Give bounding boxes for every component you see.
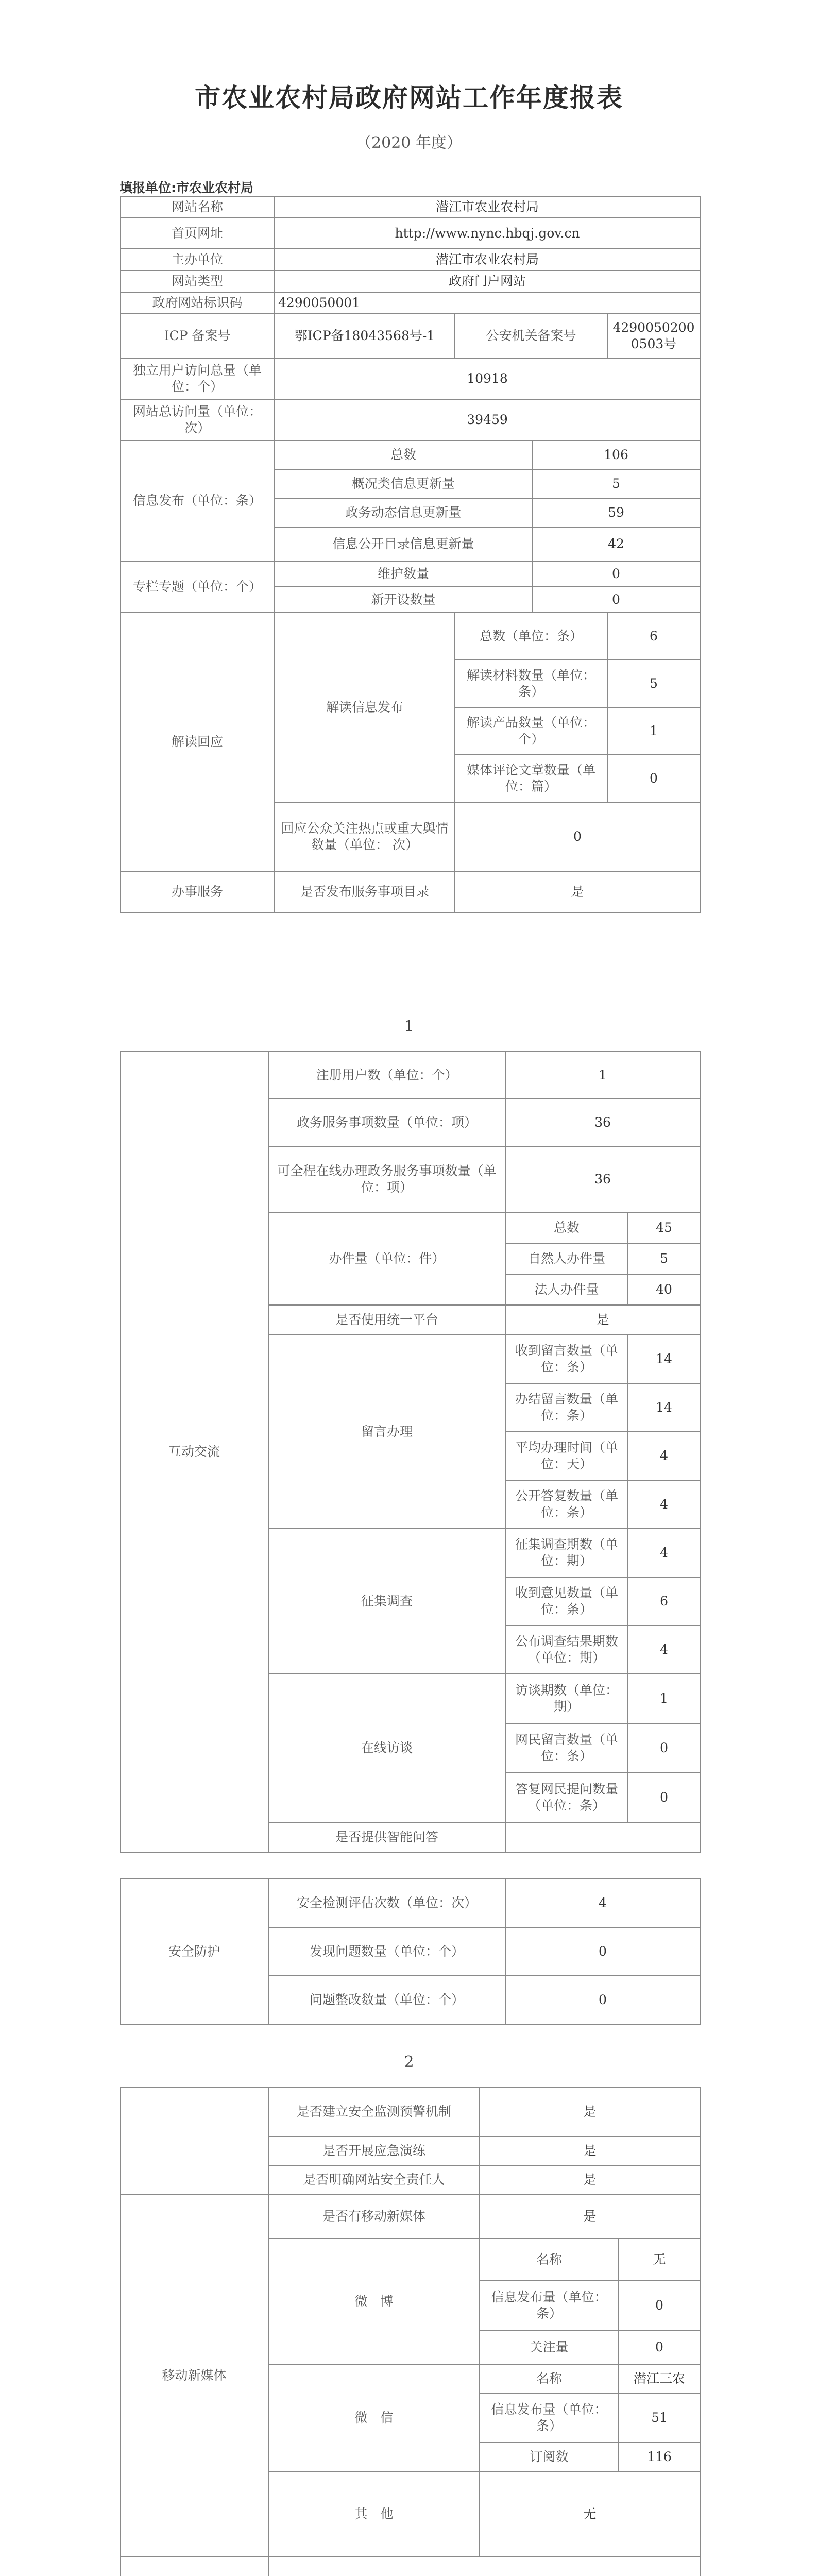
site-id: 4290050001 xyxy=(275,292,700,314)
handle-total-label: 总数 xyxy=(505,1212,628,1243)
site-type: 政府门户网站 xyxy=(275,270,700,292)
weibo-label: 微 博 xyxy=(268,2239,480,2364)
weibo-name-label: 名称 xyxy=(480,2239,619,2281)
msg-done: 14 xyxy=(628,1383,700,1432)
handle-person-label: 自然人办件量 xyxy=(505,1243,628,1274)
other-media: 无 xyxy=(480,2471,700,2557)
officer: 是 xyxy=(480,2165,700,2194)
info-overview: 5 xyxy=(532,469,700,498)
homepage-label: 首页网址 xyxy=(120,218,275,249)
svc-items-label: 政务服务事项数量（单位：项） xyxy=(268,1099,505,1146)
handle-legal: 40 xyxy=(628,1274,700,1305)
column-new-label: 新开设数量 xyxy=(275,587,532,613)
msg-public-label: 公开答复数量（单位：条） xyxy=(505,1480,628,1529)
info-news-label: 政务动态信息更新量 xyxy=(275,498,532,527)
msg-recv: 14 xyxy=(628,1335,700,1383)
sponsor-label: 主办单位 xyxy=(120,249,275,270)
interp-hot: 0 xyxy=(455,802,700,871)
interp-material: 5 xyxy=(607,660,700,707)
site-basic-table xyxy=(120,196,701,913)
site-id-label: 政府网站标识码 xyxy=(120,292,275,314)
innov-options xyxy=(268,2557,700,2576)
smart-qa-label: 是否提供智能问答 xyxy=(268,1822,505,1852)
info-total-label: 总数 xyxy=(275,440,532,469)
services-interaction-table xyxy=(120,1051,701,1853)
handle-person: 5 xyxy=(628,1243,700,1274)
column-maint-label: 维护数量 xyxy=(275,561,532,587)
svc-online: 36 xyxy=(505,1146,700,1212)
handle-legal-label: 法人办件量 xyxy=(505,1274,628,1305)
msg-public: 4 xyxy=(628,1480,700,1529)
interp-total-label: 总数（单位：条） xyxy=(455,613,607,660)
column-new: 0 xyxy=(532,587,700,613)
police-number: 42900502000503号 xyxy=(607,314,700,358)
security-label: 安全防护 xyxy=(120,1879,268,2024)
weibo-posts: 0 xyxy=(619,2281,700,2330)
pv-value: 39459 xyxy=(275,399,700,440)
survey-count: 4 xyxy=(628,1529,700,1577)
police-label: 公安机关备案号 xyxy=(455,314,607,358)
interp-product-label: 解读产品数量（单位：个） xyxy=(455,707,607,755)
wechat-posts-label: 信息发布量（单位：条） xyxy=(480,2393,619,2443)
sec-fixed: 0 xyxy=(505,1976,700,2024)
info-catalog-label: 信息公开目录信息更新量 xyxy=(275,527,532,561)
security-mobile-table xyxy=(120,2087,701,2576)
survey-result: 4 xyxy=(628,1625,700,1674)
msg-done-label: 办结留言数量（单位：条） xyxy=(505,1383,628,1432)
survey-result-label: 公布调查结果期数（单位：期） xyxy=(505,1625,628,1674)
site-name-label: 网站名称 xyxy=(120,196,275,218)
drill: 是 xyxy=(480,2137,700,2165)
other-media-label: 其 他 xyxy=(268,2471,480,2557)
interp-media-label: 媒体评论文章数量（单位：篇） xyxy=(455,755,607,802)
unified: 是 xyxy=(505,1305,700,1335)
msg-days: 4 xyxy=(628,1432,700,1480)
msg-recv-label: 收到留言数量（单位：条） xyxy=(505,1335,628,1383)
interp-hot-label: 回应公众关注热点或重大舆情数量（单位： 次） xyxy=(275,802,455,871)
interview-count-label: 访谈期数（单位：期） xyxy=(505,1674,628,1723)
msg-days-label: 平均办理时间（单位：天） xyxy=(505,1432,628,1480)
page-title: 市农业农村局政府网站工作年度报表 xyxy=(195,82,623,113)
survey-count-label: 征集调查期数（单位：期） xyxy=(505,1529,628,1577)
reg-users: 1 xyxy=(505,1052,700,1099)
wechat-label: 微 信 xyxy=(268,2364,480,2471)
interview-q-label: 网民留言数量（单位：条） xyxy=(505,1723,628,1773)
column-label: 专栏专题（单位：个） xyxy=(120,561,275,613)
security-cont-cell xyxy=(120,2087,268,2194)
survey-opinions: 6 xyxy=(628,1577,700,1625)
page-number-1: 1 xyxy=(404,1018,414,1036)
smart-qa xyxy=(505,1822,700,1852)
handle-total: 45 xyxy=(628,1212,700,1243)
weibo-follow-label: 关注量 xyxy=(480,2330,619,2364)
officer-label: 是否明确网站安全责任人 xyxy=(268,2165,480,2194)
service-dir-label: 是否发布服务事项目录 xyxy=(275,871,455,912)
interp-media: 0 xyxy=(607,755,700,802)
sec-found: 0 xyxy=(505,1927,700,1976)
weibo-posts-label: 信息发布量（单位：条） xyxy=(480,2281,619,2330)
wechat-name-label: 名称 xyxy=(480,2364,619,2393)
innov-label xyxy=(120,2557,268,2576)
info-catalog: 42 xyxy=(532,527,700,561)
wechat-subs: 116 xyxy=(619,2443,700,2471)
drill-label: 是否开展应急演练 xyxy=(268,2137,480,2165)
security-table xyxy=(120,1878,701,2025)
svc-online-label: 可全程在线办理政务服务事项数量（单位：项） xyxy=(268,1146,505,1212)
has-mobile-label: 是否有移动新媒体 xyxy=(268,2194,480,2239)
wechat-posts: 51 xyxy=(619,2393,700,2443)
survey-opinions-label: 收到意见数量（单位：条） xyxy=(505,1577,628,1625)
weibo-follow: 0 xyxy=(619,2330,700,2364)
interview-a: 0 xyxy=(628,1773,700,1822)
sec-tests-label: 安全检测评估次数（单位：次） xyxy=(268,1879,505,1927)
interp-total: 6 xyxy=(607,613,700,660)
mobile-label: 移动新媒体 xyxy=(120,2194,268,2557)
msg-label: 留言办理 xyxy=(268,1335,505,1529)
unified-label: 是否使用统一平台 xyxy=(268,1305,505,1335)
svc-items: 36 xyxy=(505,1099,700,1146)
interact-label: 互动交流 xyxy=(120,1052,268,1852)
site-name: 潜江市农业农村局 xyxy=(275,196,700,218)
homepage-url: http://www.nync.hbqj.gov.cn xyxy=(275,218,700,249)
filing-unit: 填报单位:市农业农村局 xyxy=(120,180,253,195)
wechat-name: 潜江三农 xyxy=(619,2364,700,2393)
interview-count: 1 xyxy=(628,1674,700,1723)
handle-label: 办件量（单位：件） xyxy=(268,1212,505,1305)
interp-pub-label: 解读信息发布 xyxy=(275,613,455,802)
interp-material-label: 解读材料数量（单位：条） xyxy=(455,660,607,707)
uv-label: 独立用户访问总量（单位：个） xyxy=(120,358,275,399)
wechat-subs-label: 订阅数 xyxy=(480,2443,619,2471)
service-label: 办事服务 xyxy=(120,871,275,912)
info-label: 信息发布（单位：条） xyxy=(120,440,275,561)
weibo-name: 无 xyxy=(619,2239,700,2281)
interview-a-label: 答复网民提问数量（单位：条） xyxy=(505,1773,628,1822)
page-number-2: 2 xyxy=(404,2053,414,2071)
interp-product: 1 xyxy=(607,707,700,755)
interp-label: 解读回应 xyxy=(120,613,275,871)
sec-tests: 4 xyxy=(505,1879,700,1927)
service-dir: 是 xyxy=(455,871,700,912)
icp-label: ICP 备案号 xyxy=(120,314,275,358)
report-year: （2020 年度） xyxy=(356,134,462,152)
sec-fixed-label: 问题整改数量（单位：个） xyxy=(268,1976,505,2024)
sec-found-label: 发现问题数量（单位：个） xyxy=(268,1927,505,1976)
monitor: 是 xyxy=(480,2087,700,2137)
reg-users-label: 注册用户数（单位：个） xyxy=(268,1052,505,1099)
survey-label: 征集调查 xyxy=(268,1529,505,1674)
column-maint: 0 xyxy=(532,561,700,587)
interview-q: 0 xyxy=(628,1723,700,1773)
sponsor: 潜江市农业农村局 xyxy=(275,249,700,270)
info-overview-label: 概况类信息更新量 xyxy=(275,469,532,498)
site-type-label: 网站类型 xyxy=(120,270,275,292)
info-news: 59 xyxy=(532,498,700,527)
interview-label: 在线访谈 xyxy=(268,1674,505,1822)
monitor-label: 是否建立安全监测预警机制 xyxy=(268,2087,480,2137)
pv-label: 网站总访问量（单位：次） xyxy=(120,399,275,440)
icp-number: 鄂ICP备18043568号-1 xyxy=(275,314,455,358)
uv-value: 10918 xyxy=(275,358,700,399)
has-mobile: 是 xyxy=(480,2194,700,2239)
info-total: 106 xyxy=(532,440,700,469)
